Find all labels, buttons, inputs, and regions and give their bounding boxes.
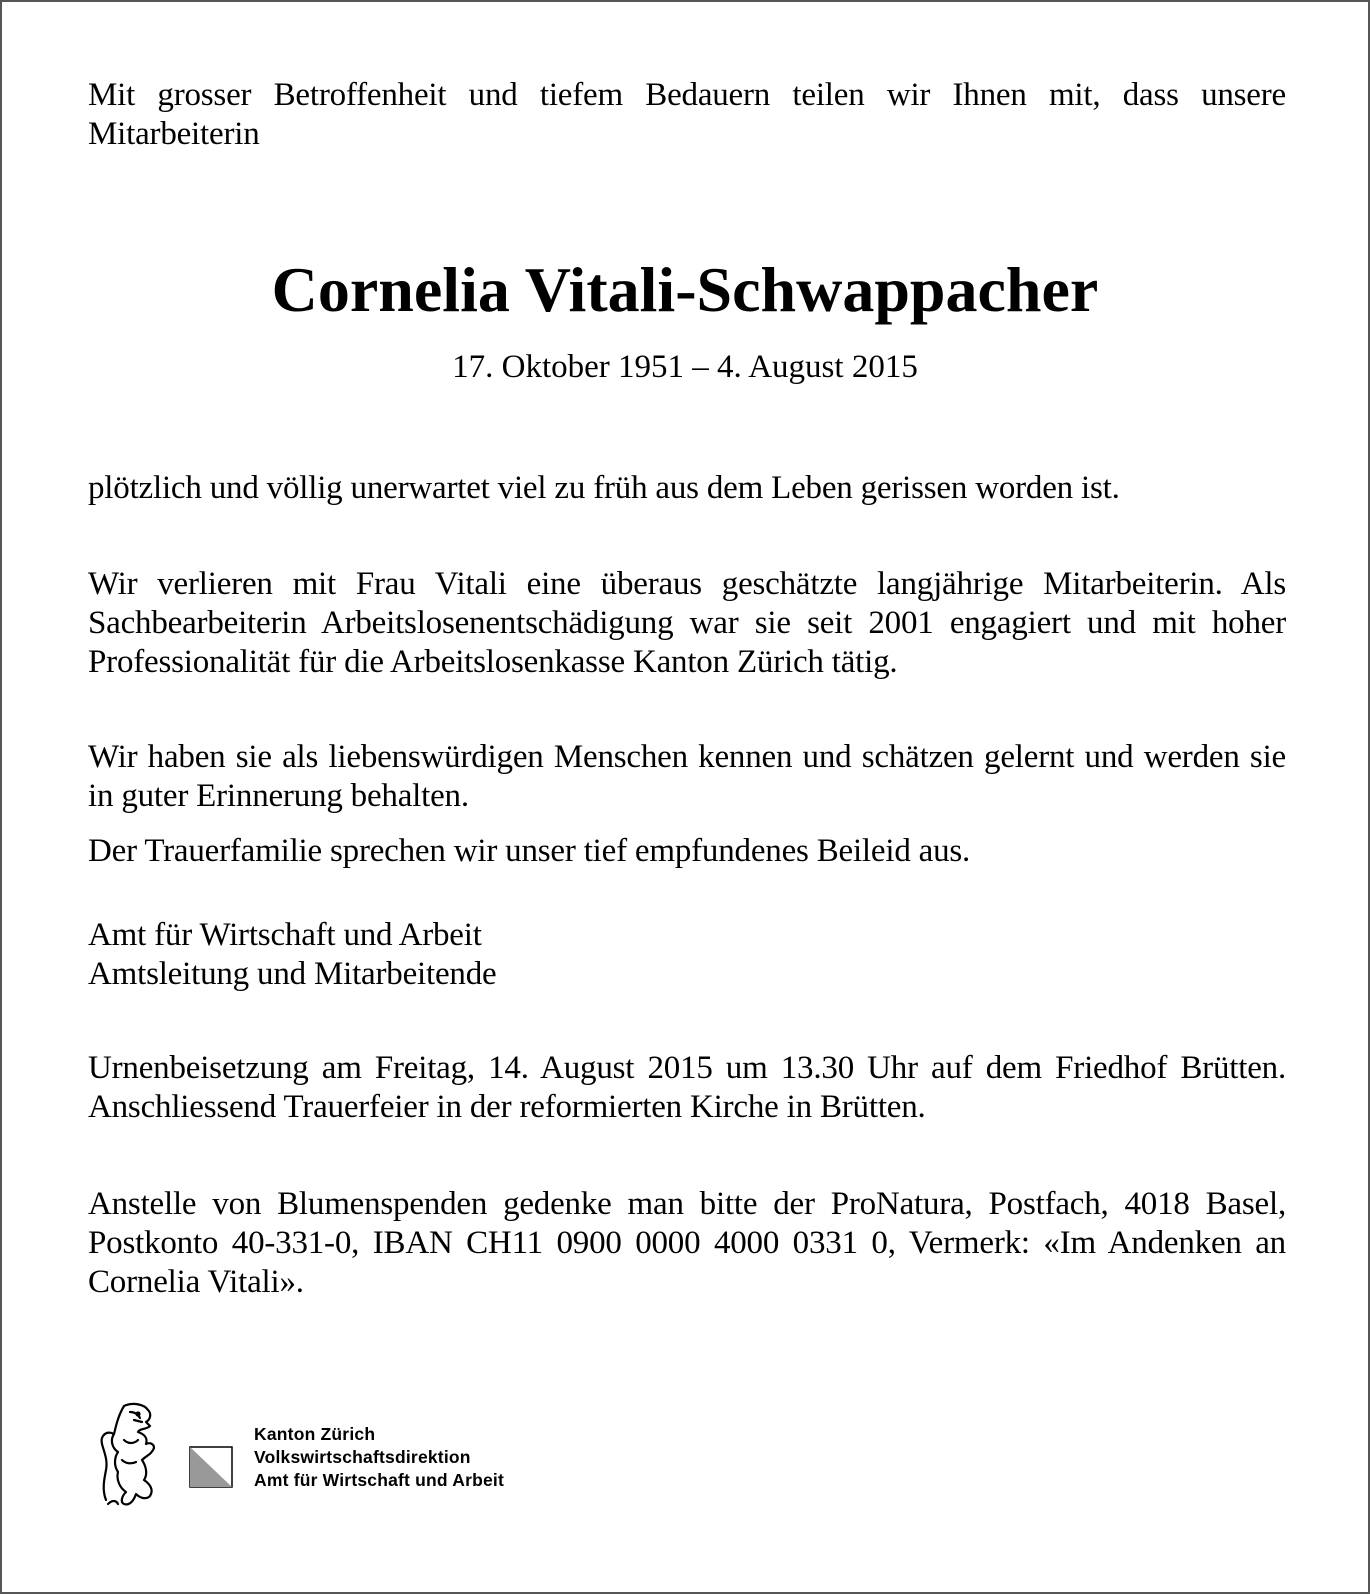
paragraph-3: Wir haben sie als liebenswürdigen Menschen kennen und schätzen gelernt und werden sie in guter Erinnerung behalten. [88, 739, 1286, 814]
org-line-2: Volkswirtschaftsdirektion [254, 1447, 471, 1467]
paragraph-4: Der Trauerfamilie sprechen wir unser tief empfundenes Beileid aus. [88, 833, 971, 869]
org-line-1: Kanton Zürich [254, 1424, 376, 1444]
ceremony-text: Urnenbeisetzung am Freitag, 14. August 2015 um 13.30 Uhr auf dem Friedhof Brütten. Anschliessend Trauerfeier in der reformierten Kirche in Brütten. [88, 1050, 1286, 1125]
org-line-3: Amt für Wirtschaft und Arbeit [254, 1470, 504, 1490]
paragraph-1: plötzlich und völlig unerwartet viel zu früh aus dem Leben gerissen worden ist. [88, 470, 1120, 506]
life-dates: 17. Oktober 1951 – 4. August 2015 [452, 349, 918, 385]
zurich-flag-icon [189, 1446, 233, 1488]
intro-text: Mit grosser Betroffenheit und tiefem Bedauern teilen wir Ihnen mit, dass unsere Mitarbeiterin [88, 77, 1286, 152]
kanton-zurich-logo [94, 1400, 594, 1510]
zurich-lion-icon [94, 1400, 168, 1510]
paragraph-2: Wir verlieren mit Frau Vitali eine überaus geschätzte langjährige Mitarbeiterin. Als Sachbearbeiterin Arbeitslosenentschädigung war sie seit 2001 engagiert und mit hoher Professionalität für die Arbeitslosenkasse Kanton Zürich tätig. [88, 566, 1286, 680]
donation-text: Anstelle von Blumenspenden gedenke man bitte der ProNatura, Postfach, 4018 Basel, Postkonto 40-331-0, IBAN CH11 0900 0000 4000 0331 0, Vermerk: «Im Andenken an Cornelia Vitali». [88, 1186, 1286, 1300]
organization-block [254, 1423, 504, 1492]
deceased-name: Cornelia Vitali-Schwappacher [271, 254, 1099, 325]
signature-line-2: Amtsleitung und Mitarbeitende [88, 956, 497, 992]
signature-line-1: Amt für Wirtschaft und Arbeit [88, 917, 482, 953]
